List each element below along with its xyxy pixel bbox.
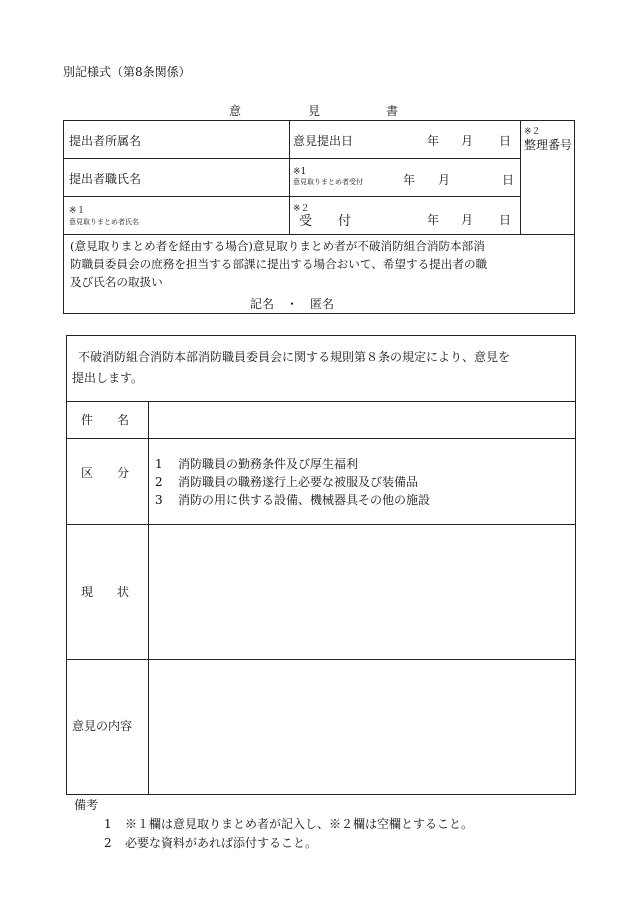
collector-name-label: 意見取りまとめ者氏名	[69, 218, 139, 226]
current-status-label: 現 状	[81, 585, 130, 599]
collector-mark: ※１	[69, 206, 86, 216]
remark-text: 必要な資料があれば添付すること。	[125, 836, 318, 850]
remarks-title: 備考	[74, 798, 99, 812]
opinion-content-label: 意見の内容	[72, 719, 133, 733]
category-number: 1	[155, 457, 163, 471]
accepted-day: 日	[499, 213, 512, 227]
category-text: 消防職員の勤務条件及び厚生福利	[178, 457, 359, 471]
serial-number-label: 整理番号	[524, 138, 573, 152]
submission-date-label: 意見提出日	[293, 134, 354, 148]
submission-date-day: 日	[499, 134, 512, 148]
opinion-content-field[interactable]	[149, 660, 575, 794]
title-char-1: 意	[229, 104, 242, 118]
category-number: 3	[155, 493, 163, 507]
subject-field[interactable]	[149, 402, 575, 438]
submitter-affiliation-label: 提出者所属名	[69, 134, 142, 148]
category-label: 区 分	[81, 466, 130, 480]
serial-mark: ※２	[524, 127, 541, 137]
submission-date-month: 月	[461, 134, 474, 148]
accepted-mark: ※２	[293, 204, 310, 214]
title-char-3: 書	[386, 104, 399, 118]
receipt-label: 意見取りまとめ者受付	[293, 178, 363, 186]
form-label: 別記様式（第8条関係）	[63, 65, 191, 79]
accepted-label: 受 付	[299, 214, 352, 229]
name-option-choice[interactable]: 記名 ・ 匿名	[250, 297, 335, 311]
category-text: 消防職員の職務遂行上必要な被服及び装備品	[178, 475, 419, 489]
handling-note-line-2: 防職員委員会の庶務を担当する部課に提出する場合おいて、希望する提出者の職	[70, 257, 488, 271]
remark-number: 2	[104, 836, 112, 850]
receipt-mark: ※1	[293, 167, 307, 177]
submission-date-year: 年	[427, 134, 440, 148]
remark-number: 1	[104, 817, 112, 831]
receipt-year: 年	[403, 173, 416, 187]
receipt-day: 日	[502, 173, 515, 187]
accepted-year: 年	[427, 213, 440, 227]
title-char-2: 見	[308, 104, 321, 118]
category-text: 消防の用に供する設備、機械器具その他の施設	[178, 493, 431, 507]
intro-line-1: 不破消防組合消防本部消防職員委員会に関する規則第８条の規定により、意見を	[78, 350, 511, 364]
subject-label: 件 名	[81, 413, 130, 427]
category-number: 2	[155, 475, 163, 489]
accepted-month: 月	[461, 213, 474, 227]
receipt-month: 月	[438, 173, 451, 187]
handling-note-line-1: (意見取りまとめ者を経由する場合)意見取りまとめ者が不破消防組合消防本部消	[70, 239, 485, 253]
remark-text: ※１欄は意見取りまとめ者が記入し、※２欄は空欄とすること。	[125, 817, 474, 831]
intro-line-2: 提出します。	[72, 371, 144, 385]
handling-note-line-3: 及び氏名の取扱い	[70, 275, 163, 289]
current-status-field[interactable]	[149, 525, 575, 659]
submitter-name-label: 提出者職氏名	[69, 172, 142, 186]
